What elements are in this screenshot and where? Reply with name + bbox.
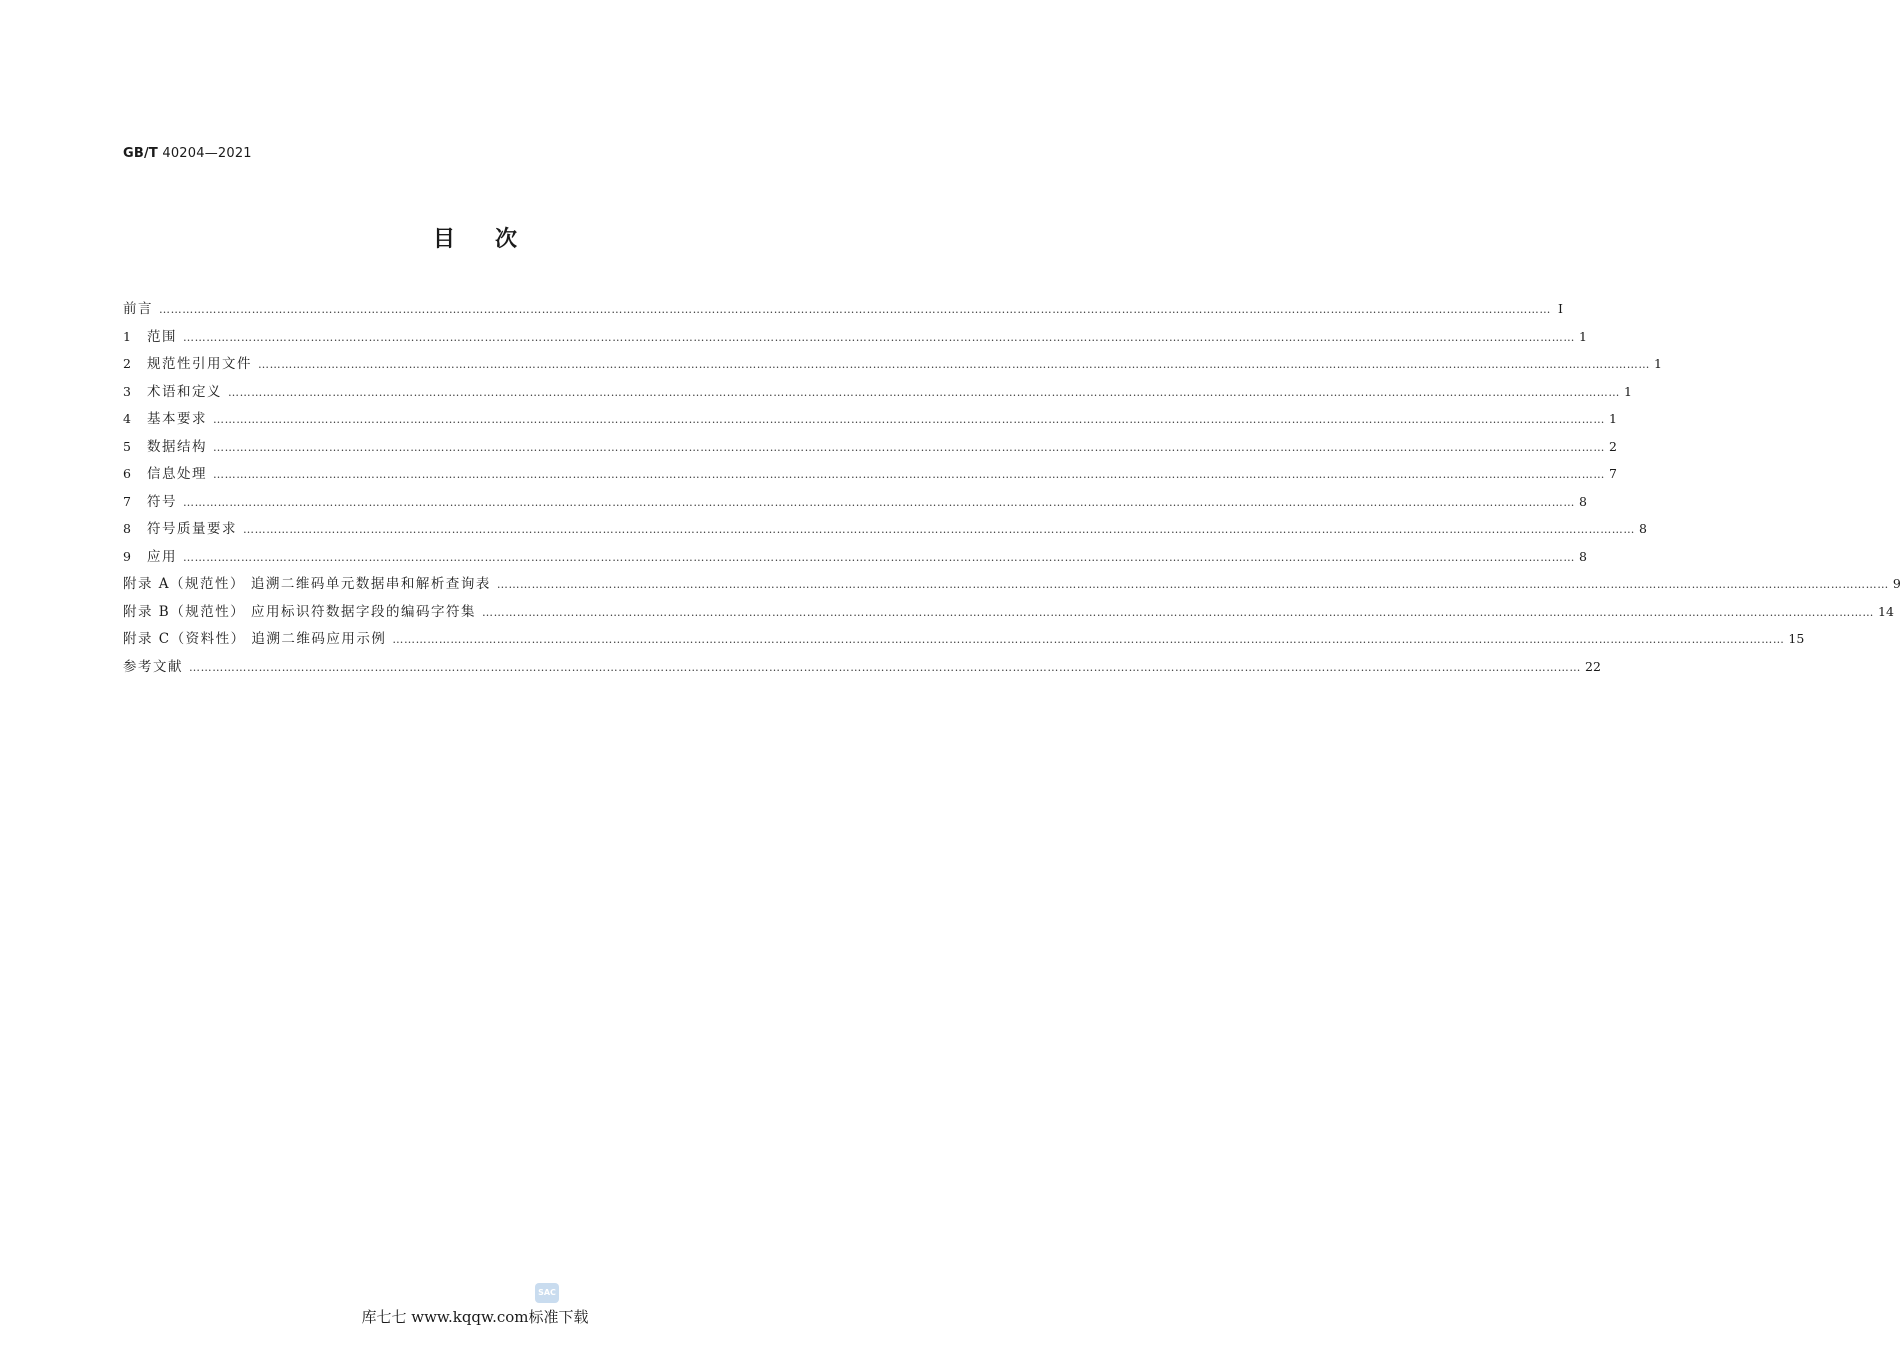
toc-entry-page: 1 <box>1609 411 1617 426</box>
toc-dot-leader: ……………………………………………………………………………………………………………………………………………………………………………………………………………………………………………………………………………………………………………………………… <box>213 440 1605 454</box>
toc-entry-page: 14 <box>1878 603 1894 619</box>
toc-entry[interactable] <box>123 378 1632 406</box>
toc-entry[interactable] <box>123 488 1587 516</box>
toc-entry-page: 8 <box>1579 493 1587 509</box>
toc-entry-label: 术语和定义 <box>147 383 222 400</box>
sac-logo-watermark: SAC <box>535 1283 559 1303</box>
toc-entry-page: 1 <box>1624 383 1632 399</box>
toc-entry[interactable] <box>123 295 1563 323</box>
toc-entry-number: 3 <box>123 383 131 399</box>
toc-entry-number: 7 <box>123 493 131 509</box>
toc-entry-page: 2 <box>1609 438 1617 454</box>
toc-entry-label: 规范性引用文件 <box>147 356 252 372</box>
toc-entry-number: 8 <box>123 521 131 536</box>
toc-entry-page: Ⅰ <box>1558 301 1563 316</box>
toc-entry-label: 附录 A（规范性） 追溯二维码单元数据串和解析查询表 <box>123 576 491 592</box>
toc-entry-page: 15 <box>1788 631 1805 646</box>
standard-prefix: GB/T <box>123 146 158 161</box>
toc-dot-leader: ……………………………………………………………………………………………………………………………………………………………………………………………………………………………………………………………………………………………………………………………… <box>213 468 1605 481</box>
toc-entry-page: 1 <box>1654 356 1662 371</box>
toc-entry-label: 符号质量要求 <box>147 521 237 537</box>
toc-entry-label: 信息处理 <box>147 466 207 482</box>
toc-entry[interactable] <box>123 598 1894 626</box>
toc-dot-leader: ……………………………………………………………………………………………………………………………………………………………………………………………………………………………………………………………………………………………………………………………… <box>392 633 1785 646</box>
toc-entry[interactable] <box>123 570 1901 598</box>
toc-dot-leader: ……………………………………………………………………………………………………………………………………………………………………………………………………………………………………………………………………………………………………………………………… <box>213 413 1605 426</box>
toc-entry[interactable] <box>123 653 1601 681</box>
toc-entry-label: 应用 <box>147 548 177 565</box>
toc-entry[interactable] <box>123 515 1647 543</box>
toc-entry-page: 7 <box>1609 466 1617 481</box>
toc-dot-leader: ……………………………………………………………………………………………………………………………………………………………………………………………………………………………………………………………………………………………………………………………… <box>258 358 1650 371</box>
toc-entry-label: 前言 <box>123 301 153 317</box>
toc-entry-label: 参考文献 <box>123 658 183 675</box>
toc-entry-label: 数据结构 <box>147 438 207 455</box>
toc-dot-leader: ……………………………………………………………………………………………………………………………………………………………………………………………………………………………………………………………………………………………………………………………… <box>496 578 1889 591</box>
toc-entry-label: 附录 B（规范性） 应用标识符数据字段的编码字符集 <box>123 603 477 620</box>
footer-text: 库七七 www.kqqw.com标准下载 <box>361 1308 589 1326</box>
toc-entry-label: 范围 <box>147 328 177 345</box>
toc-dot-leader: ……………………………………………………………………………………………………………………………………………………………………………………………………………………………………………………………………………………………………………………………… <box>183 550 1575 564</box>
toc-entry-label: 基本要求 <box>147 411 207 427</box>
toc-entry[interactable] <box>123 350 1662 378</box>
toc-entry-number: 4 <box>123 411 131 426</box>
toc-entry-label: 符号 <box>147 493 177 510</box>
toc-entry-page: 1 <box>1579 328 1587 344</box>
toc-entry-page: 9 <box>1892 576 1901 591</box>
toc-entry-number: 6 <box>123 466 131 481</box>
toc-entry[interactable] <box>123 460 1617 488</box>
toc-dot-leader: ……………………………………………………………………………………………………………………………………………………………………………………………………………………………………………………………………………………………………………………………… <box>228 385 1620 399</box>
toc-dot-leader: ……………………………………………………………………………………………………………………………………………………………………………………………………………………………………………………………………………………………………………………………… <box>243 523 1635 536</box>
toc-entry[interactable] <box>123 405 1617 433</box>
toc-entry-number: 2 <box>123 356 131 371</box>
toc-dot-leader: ……………………………………………………………………………………………………………………………………………………………………………………………………………………………………………………………………………………………………………………………… <box>183 330 1575 344</box>
toc-dot-leader: ……………………………………………………………………………………………………………………………………………………………………………………………………………………………………………………………………………………………………………………………… <box>183 495 1575 509</box>
toc-entry[interactable] <box>123 433 1617 461</box>
toc-entry-page: 22 <box>1585 658 1601 674</box>
toc-entry-page: 8 <box>1579 548 1587 564</box>
toc-entry-page: 8 <box>1639 521 1647 536</box>
standard-code <box>123 146 252 161</box>
toc-dot-leader: ……………………………………………………………………………………………………………………………………………………………………………………………………………………………………………………………………………………………………………………………… <box>482 605 1875 619</box>
toc-entry-label: 附录 C（资料性） 追溯二维码应用示例 <box>123 631 387 647</box>
toc-entry-number: 9 <box>123 548 131 564</box>
toc-entry[interactable] <box>123 625 1805 653</box>
toc-entry-number: 5 <box>123 438 131 454</box>
standard-number: 40204—2021 <box>162 146 252 161</box>
toc-entry[interactable] <box>123 323 1587 351</box>
toc-entry-number: 1 <box>123 328 131 344</box>
toc-dot-leader: ……………………………………………………………………………………………………………………………………………………………………………………………………………………………………………………………………………………………………………………………… <box>189 660 1581 674</box>
table-of-contents <box>123 295 1901 680</box>
toc-dot-leader: ……………………………………………………………………………………………………………………………………………………………………………………………………………………………………………………………………………………………………………………………… <box>159 303 1551 316</box>
page-title: 目次 <box>432 227 557 252</box>
toc-entry[interactable] <box>123 543 1587 571</box>
